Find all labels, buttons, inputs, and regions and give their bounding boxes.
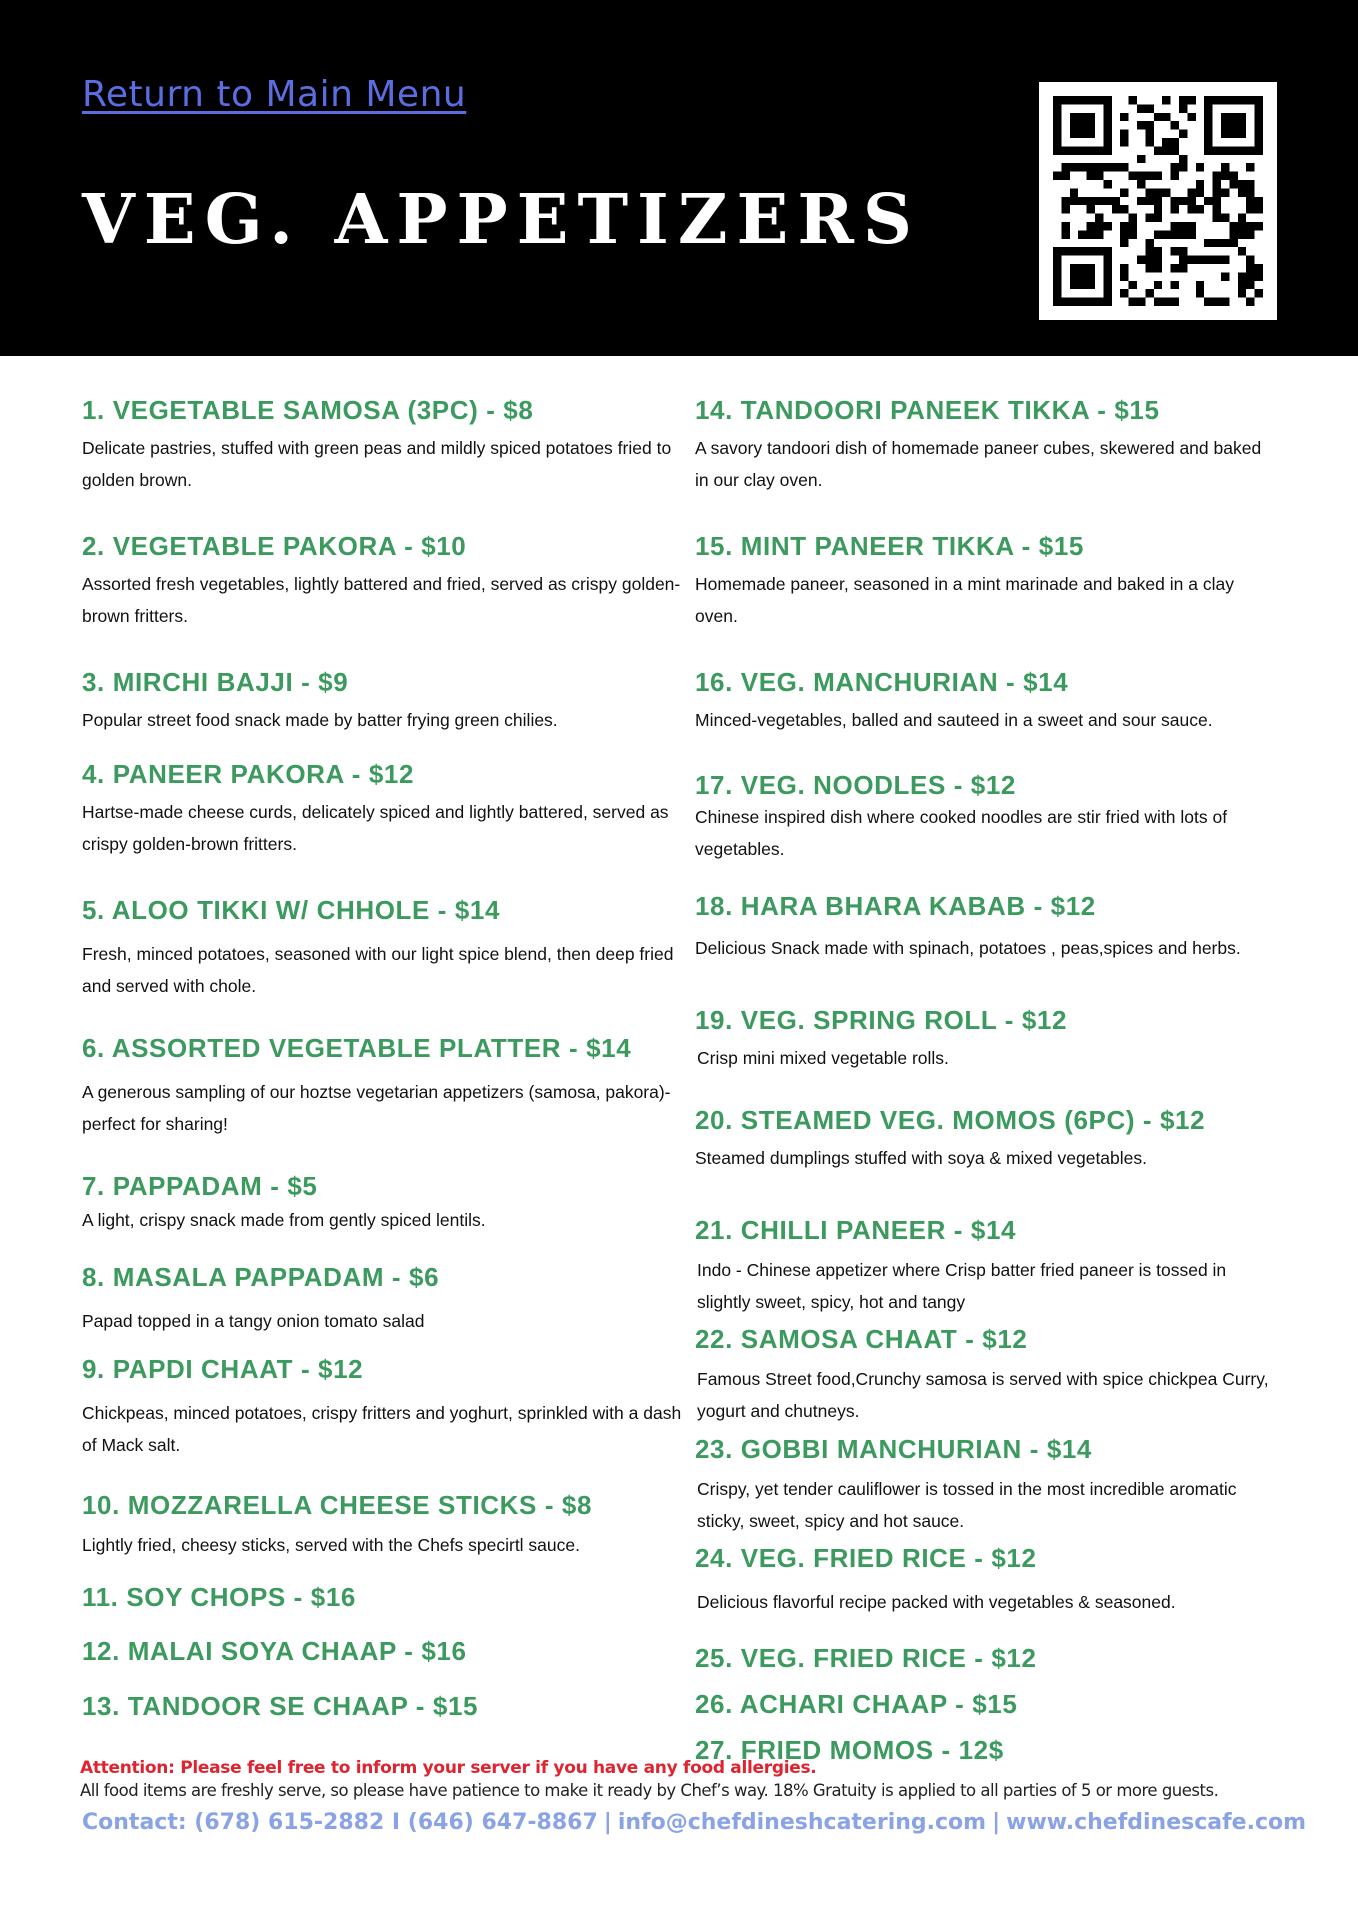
- menu-item-title: 7. PAPPADAM - $5: [82, 1171, 318, 1201]
- menu-item-title: 24. VEG. FRIED RICE - $12: [695, 1543, 1037, 1573]
- menu-item-description: A generous sampling of our hoztse vegetarian appetizers (samosa, pakora)-perfect for sharing!: [82, 1081, 671, 1134]
- qr-code-icon: [1039, 82, 1277, 320]
- menu-item: [695, 532, 1275, 632]
- menu-item: [695, 1690, 1275, 1720]
- contact-separator: |: [992, 1810, 1001, 1835]
- menu-item-title: 15. MINT PANEER TIKKA - $15: [695, 531, 1084, 561]
- menu-item-description: Chickpeas, minced potatoes, crispy fritters and yoghurt, sprinkled with a dash of Mack salt.: [82, 1402, 682, 1455]
- menu-item-title: 16. VEG. MANCHURIAN - $14: [695, 667, 1069, 697]
- menu-item: [695, 1006, 1275, 1074]
- menu-item-description: Delicate pastries, stuffed with green peas and mildly spiced potatoes fried to golden brown.: [82, 437, 672, 490]
- menu-item-title: 1. VEGETABLE SAMOSA (3PC) - $8: [82, 395, 534, 425]
- menu-item-description: Popular street food snack made by batter frying green chilies.: [82, 709, 558, 730]
- menu-item-description: Minced-vegetables, balled and sauteed in a sweet and sour sauce.: [695, 709, 1213, 730]
- menu-item-title: 27. FRIED MOMOS - 12$: [695, 1735, 1004, 1765]
- menu-item-description: Famous Street food,Crunchy samosa is served with spice chickpea Curry, yogurt and chutneys.: [697, 1368, 1269, 1421]
- menu-item-description: Papad topped in a tangy onion tomato salad: [82, 1310, 425, 1331]
- menu-item-description: Homemade paneer, seasoned in a mint marinade and baked in a clay oven.: [695, 573, 1234, 626]
- menu-item-title: 8. MASALA PAPPADAM - $6: [82, 1262, 440, 1292]
- menu-item-description: Chinese inspired dish where cooked noodles are stir fried with lots of vegetables.: [695, 806, 1228, 859]
- menu-item-description: Crispy, yet tender cauliflower is tossed in the most incredible aromatic sticky, sweet, spicy and hot sauce.: [697, 1478, 1237, 1531]
- menu-item: [82, 396, 682, 496]
- menu-item: [82, 1583, 682, 1613]
- menu-item-title: 6. ASSORTED VEGETABLE PLATTER - $14: [82, 1033, 632, 1063]
- menu-item: [82, 760, 682, 860]
- menu-item-title: 4. PANEER PAKORA - $12: [82, 759, 415, 789]
- menu-item-description: A savory tandoori dish of homemade paneer cubes, skewered and baked in our clay oven.: [695, 437, 1262, 490]
- menu-item-title: 17. VEG. NOODLES - $12: [695, 770, 1016, 800]
- menu-item-description: Steamed dumplings stuffed with soya & mixed vegetables.: [695, 1147, 1148, 1168]
- menu-item-description: Assorted fresh vegetables, lightly battered and fried, served as crispy golden-brown fritters.: [82, 573, 681, 626]
- contact-separator: |: [603, 1810, 612, 1835]
- menu-item-description: Crisp mini mixed vegetable rolls.: [697, 1047, 949, 1068]
- menu-item-title: 2. VEGETABLE PAKORA - $10: [82, 531, 467, 561]
- menu-item: [695, 892, 1275, 964]
- menu-item: [82, 1637, 682, 1667]
- website-link[interactable]: www.chefdinescafe.com: [1006, 1810, 1307, 1835]
- menu-item: [82, 668, 682, 736]
- allergy-attention-notice: Attention: Please feel free to inform your server if you have any food allergies.: [80, 1758, 817, 1778]
- menu-item: [82, 1355, 682, 1461]
- menu-item-description: A light, crispy snack made from gently spiced lentils.: [82, 1209, 486, 1230]
- contact-phone-link[interactable]: Contact: (678) 615-2882 I (646) 647-8867: [82, 1810, 598, 1835]
- menu-item: [82, 532, 682, 632]
- menu-item-title: 12. MALAI SOYA CHAAP - $16: [82, 1636, 467, 1666]
- freshness-gratuity-note: All food items are freshly serve, so please have patience to make it ready by Chef’s way. 18% Gratuity is applied to all parties of 5 or more guests.: [80, 1781, 1219, 1800]
- menu-item: [82, 1491, 682, 1561]
- menu-item-title: 13. TANDOOR SE CHAAP - $15: [82, 1691, 479, 1721]
- menu-item-title: 21. CHILLI PANEER - $14: [695, 1215, 1017, 1245]
- menu-item-title: 14. TANDOORI PANEEK TIKKA - $15: [695, 395, 1160, 425]
- menu-item-title: 11. SOY CHOPS - $16: [82, 1582, 356, 1612]
- menu-item-title: 3. MIRCHI BAJJI - $9: [82, 667, 349, 697]
- menu-item-title: 26. ACHARI CHAAP - $15: [695, 1689, 1018, 1719]
- menu-item-title: 18. HARA BHARA KABAB - $12: [695, 891, 1096, 921]
- page-title: VEG. APPETIZERS: [82, 180, 921, 260]
- menu-item-description: Delicious flavorful recipe packed with vegetables & seasoned.: [697, 1591, 1176, 1612]
- return-to-main-menu-link[interactable]: Return to Main Menu: [82, 74, 467, 115]
- menu-item-description: Indo - Chinese appetizer where Crisp batter fried paneer is tossed in slightly sweet, spicy, hot and tangy: [697, 1259, 1227, 1312]
- menu-item-title: 19. VEG. SPRING ROLL - $12: [695, 1005, 1068, 1035]
- page-header: [0, 0, 1358, 356]
- contact-line: [82, 1810, 1306, 1835]
- menu-item: [82, 1034, 682, 1140]
- menu-item: [82, 1263, 682, 1337]
- menu-item: [695, 1544, 1275, 1618]
- menu-item: [695, 396, 1275, 496]
- menu-item-title: 10. MOZZARELLA CHEESE STICKS - $8: [82, 1490, 593, 1520]
- menu-item-title: 5. ALOO TIKKI W/ CHHOLE - $14: [82, 895, 501, 925]
- menu-item: [695, 1325, 1275, 1427]
- menu-item-title: 23. GOBBI MANCHURIAN - $14: [695, 1434, 1092, 1464]
- menu-item: [695, 1216, 1275, 1318]
- menu-item: [82, 896, 682, 1002]
- menu-item: [82, 1172, 682, 1236]
- menu-item: [695, 668, 1275, 736]
- contact-email-link[interactable]: info@chefdineshcatering.com: [617, 1810, 987, 1835]
- menu-item: [695, 771, 1275, 865]
- menu-item-title: 22. SAMOSA CHAAT - $12: [695, 1324, 1028, 1354]
- menu-item-description: Hartse-made cheese curds, delicately spiced and lightly battered, served as crispy golden-brown fritters.: [82, 801, 669, 854]
- menu-item-title: 9. PAPDI CHAAT - $12: [82, 1354, 364, 1384]
- menu-item: [82, 1692, 682, 1722]
- menu-item: [695, 1106, 1275, 1174]
- menu-item-description: Delicious Snack made with spinach, potatoes , peas,spices and herbs.: [695, 937, 1241, 958]
- menu-item-title: 25. VEG. FRIED RICE - $12: [695, 1643, 1037, 1673]
- menu-item: [695, 1644, 1275, 1674]
- menu-item-description: Fresh, minced potatoes, seasoned with our light spice blend, then deep fried and served with chole.: [82, 943, 674, 996]
- qr-code-graphic: [1053, 96, 1263, 306]
- menu-item-title: 20. STEAMED VEG. MOMOS (6PC) - $12: [695, 1105, 1206, 1135]
- menu-item: [695, 1435, 1275, 1537]
- menu-item-description: Lightly fried, cheesy sticks, served with the Chefs specirtl sauce.: [82, 1534, 580, 1555]
